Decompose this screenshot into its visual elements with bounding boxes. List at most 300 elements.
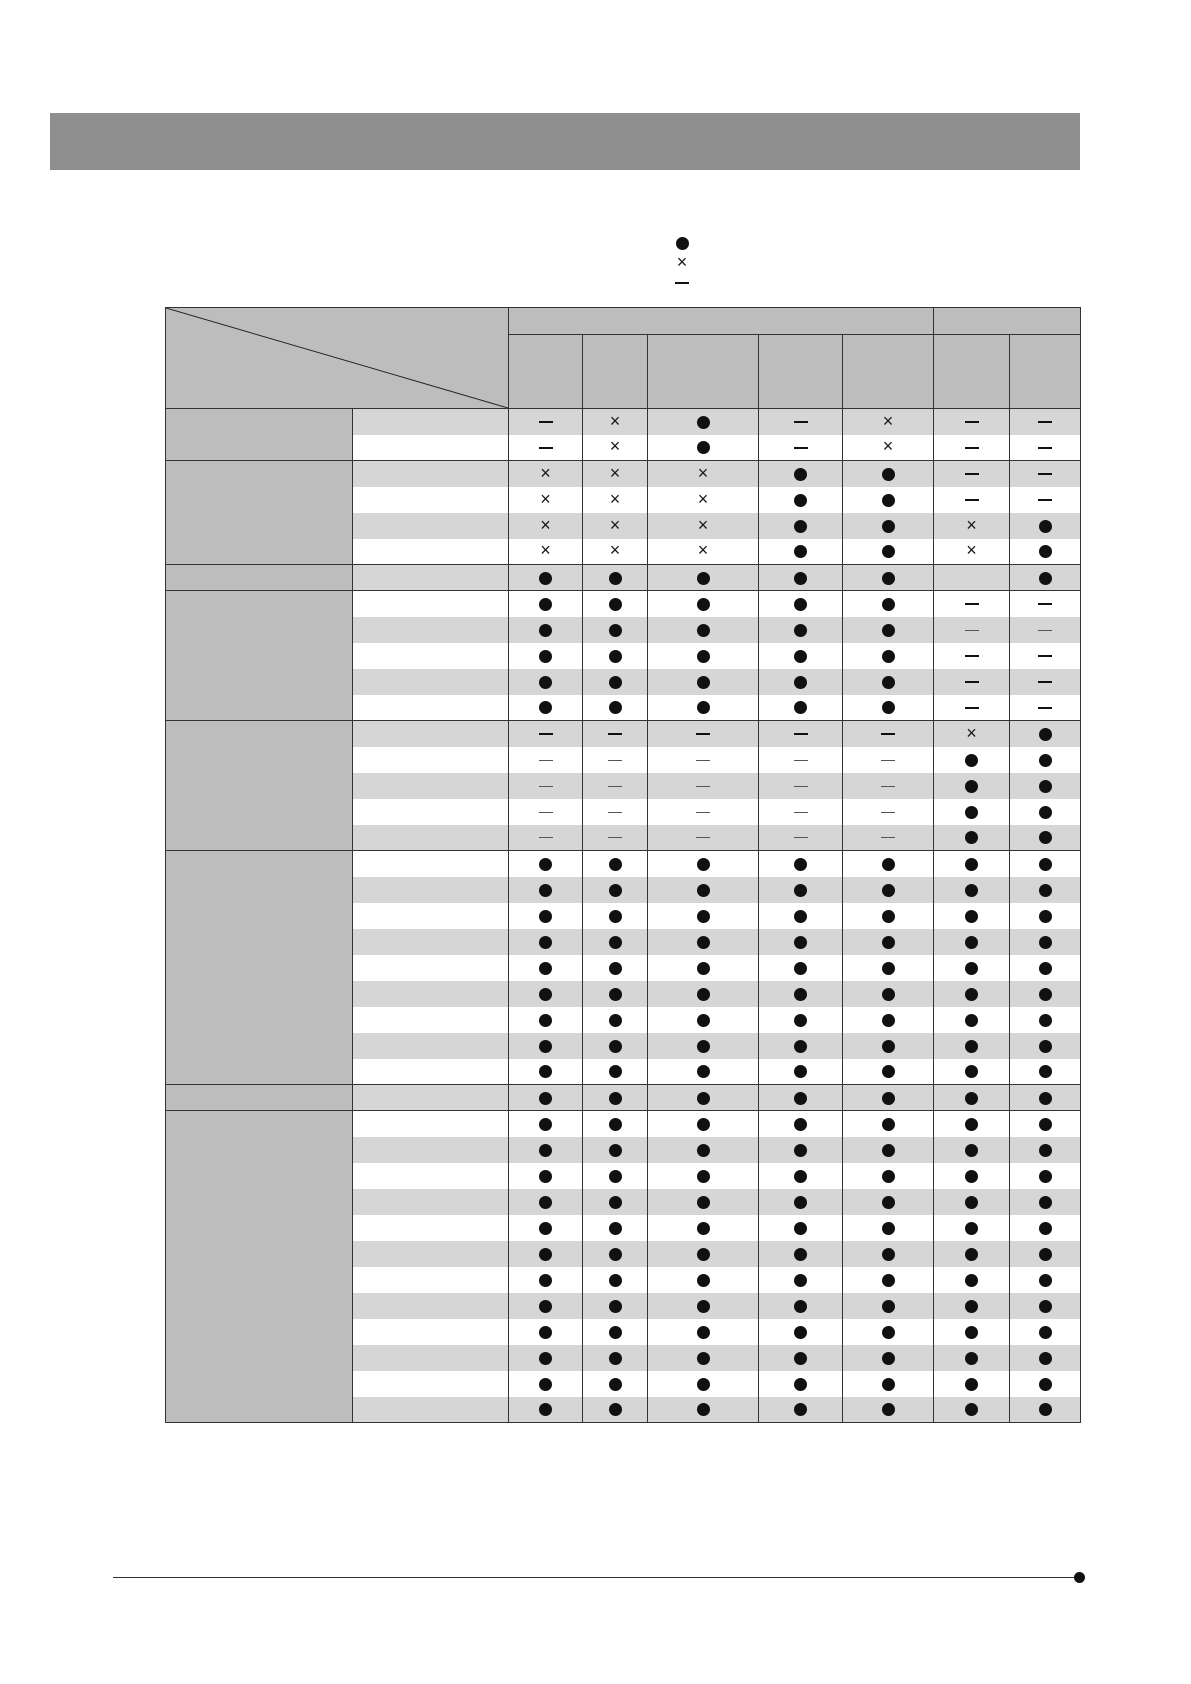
compatibility-cell	[583, 1059, 648, 1085]
filled-circle-icon	[882, 545, 895, 558]
compatibility-cell	[583, 669, 648, 695]
filled-circle-icon	[1039, 1014, 1052, 1027]
compatibility-cell	[843, 487, 934, 513]
compatibility-cell	[509, 1267, 583, 1293]
item-cell	[353, 1085, 509, 1111]
compatibility-cell	[843, 1163, 934, 1189]
table-body	[166, 409, 1081, 1423]
dash-icon	[1038, 707, 1052, 709]
filled-circle-icon	[539, 1040, 552, 1053]
category-cell	[166, 1111, 353, 1423]
filled-circle-icon	[609, 598, 622, 611]
filled-circle-icon	[609, 988, 622, 1001]
compatibility-cell	[934, 1215, 1010, 1241]
dash-icon	[696, 760, 710, 761]
filled-circle-icon	[794, 1118, 807, 1131]
filled-circle-icon	[965, 1300, 978, 1313]
compatibility-cell	[843, 461, 934, 487]
filled-circle-icon	[965, 1144, 978, 1157]
dash-icon	[794, 421, 808, 423]
compatibility-cell	[509, 1293, 583, 1319]
compatibility-cell	[934, 1137, 1010, 1163]
compatibility-cell	[934, 1007, 1010, 1033]
item-cell	[353, 1111, 509, 1137]
cross-icon: ×	[882, 410, 894, 431]
compatibility-cell	[759, 1267, 843, 1293]
cross-icon: ×	[609, 488, 621, 509]
compatibility-cell	[583, 435, 648, 461]
compatibility-cell	[509, 1007, 583, 1033]
compatibility-cell	[1010, 773, 1081, 799]
compatibility-cell	[648, 1059, 759, 1085]
filled-circle-icon	[539, 701, 552, 714]
dash-icon	[1038, 499, 1052, 501]
compatibility-cell	[1010, 1345, 1081, 1371]
compatibility-cell	[1010, 1137, 1081, 1163]
filled-circle-icon	[1039, 1196, 1052, 1209]
item-cell	[353, 825, 509, 851]
compatibility-cell	[759, 1137, 843, 1163]
dash-icon	[696, 733, 710, 735]
compatibility-cell	[509, 903, 583, 929]
filled-circle-icon	[965, 884, 978, 897]
item-cell	[353, 877, 509, 903]
filled-circle-icon	[609, 910, 622, 923]
compatibility-cell	[843, 669, 934, 695]
compatibility-cell	[1010, 799, 1081, 825]
compatibility-cell	[1010, 1371, 1081, 1397]
column-header	[934, 335, 1010, 409]
filled-circle-icon	[965, 1222, 978, 1235]
compatibility-cell	[648, 1241, 759, 1267]
compatibility-cell	[1010, 851, 1081, 877]
item-cell	[353, 1033, 509, 1059]
filled-circle-icon	[882, 572, 895, 585]
compatibility-cell	[934, 1319, 1010, 1345]
compatibility-cell	[934, 721, 1010, 747]
compatibility-cell	[843, 539, 934, 565]
filled-circle-icon	[882, 520, 895, 533]
compatibility-cell	[1010, 435, 1081, 461]
compatibility-cell	[759, 1215, 843, 1241]
filled-circle-icon	[539, 1352, 552, 1365]
filled-circle-icon	[697, 701, 710, 714]
compatibility-cell	[1010, 1163, 1081, 1189]
compatibility-cell	[1010, 981, 1081, 1007]
item-cell	[353, 1189, 509, 1215]
filled-circle-icon	[609, 1144, 622, 1157]
dash-icon	[965, 447, 979, 449]
compatibility-cell	[509, 1371, 583, 1397]
item-cell	[353, 435, 509, 461]
filled-circle-icon	[794, 468, 807, 481]
compatibility-cell	[759, 825, 843, 851]
dash-icon	[696, 812, 710, 813]
compatibility-cell	[509, 1033, 583, 1059]
section-header-bar	[50, 113, 1080, 170]
compatibility-cell	[648, 409, 759, 435]
item-cell	[353, 1319, 509, 1345]
compatibility-cell	[843, 1319, 934, 1345]
dash-icon	[1038, 447, 1052, 449]
compatibility-cell	[509, 669, 583, 695]
filled-circle-icon	[697, 1274, 710, 1287]
filled-circle-icon	[609, 858, 622, 871]
compatibility-cell	[1010, 1189, 1081, 1215]
filled-circle-icon	[1039, 806, 1052, 819]
compatibility-cell	[759, 1319, 843, 1345]
compatibility-cell	[759, 487, 843, 513]
compatibility-cell	[934, 539, 1010, 565]
dash-icon	[608, 837, 622, 838]
compatibility-cell	[509, 799, 583, 825]
item-cell	[353, 1007, 509, 1033]
compatibility-cell	[648, 617, 759, 643]
category-cell	[166, 851, 353, 1085]
table-row	[166, 461, 1081, 487]
compatibility-cell	[934, 773, 1010, 799]
compatibility-cell	[843, 1241, 934, 1267]
compatibility-cell	[934, 1085, 1010, 1111]
corner-diagonal	[166, 308, 508, 408]
compatibility-cell	[843, 851, 934, 877]
compatibility-cell	[1010, 1007, 1081, 1033]
compatibility-cell	[648, 1163, 759, 1189]
compatibility-cell	[648, 903, 759, 929]
compatibility-cell	[648, 643, 759, 669]
compatibility-cell	[843, 1137, 934, 1163]
compatibility-cell	[759, 747, 843, 773]
compatibility-cell	[759, 799, 843, 825]
compatibility-cell	[843, 1397, 934, 1423]
item-cell	[353, 539, 509, 565]
compatibility-cell	[509, 435, 583, 461]
compatibility-cell	[843, 747, 934, 773]
compatibility-cell	[934, 903, 1010, 929]
filled-circle-icon	[697, 1040, 710, 1053]
dash-icon	[1038, 681, 1052, 683]
item-cell	[353, 669, 509, 695]
compatibility-cell	[583, 591, 648, 617]
compatibility-cell	[1010, 461, 1081, 487]
compatibility-cell	[583, 1007, 648, 1033]
compatibility-cell	[843, 513, 934, 539]
compatibility-cell	[843, 1059, 934, 1085]
filled-circle-icon	[965, 962, 978, 975]
item-cell	[353, 773, 509, 799]
compatibility-cell	[583, 1137, 648, 1163]
item-cell	[353, 1215, 509, 1241]
compatibility-cell	[759, 1111, 843, 1137]
filled-circle-icon	[794, 1352, 807, 1365]
cross-icon: ×	[609, 540, 621, 561]
compatibility-cell	[1010, 903, 1081, 929]
compatibility-cell	[843, 1267, 934, 1293]
item-cell	[353, 409, 509, 435]
filled-circle-icon	[965, 1378, 978, 1391]
dash-icon	[1038, 421, 1052, 423]
filled-circle-icon	[794, 1040, 807, 1053]
compatibility-cell	[759, 565, 843, 591]
compatibility-cell	[934, 1345, 1010, 1371]
compatibility-cell	[843, 877, 934, 903]
compatibility-cell	[934, 1189, 1010, 1215]
cross-icon: ×	[676, 252, 688, 272]
filled-circle-icon	[794, 962, 807, 975]
item-cell	[353, 955, 509, 981]
compatibility-cell	[648, 461, 759, 487]
table-corner-header	[166, 308, 509, 409]
compatibility-cell	[509, 825, 583, 851]
compatibility-cell	[1010, 929, 1081, 955]
filled-circle-icon	[609, 936, 622, 949]
filled-circle-icon	[697, 1378, 710, 1391]
filled-circle-icon	[1039, 1040, 1052, 1053]
filled-circle-icon	[539, 1403, 552, 1416]
filled-circle-icon	[1039, 910, 1052, 923]
item-cell	[353, 799, 509, 825]
dash-icon	[881, 760, 895, 761]
compatibility-cell	[509, 721, 583, 747]
dash-icon	[539, 786, 553, 787]
compatibility-cell	[509, 513, 583, 539]
dash-icon	[539, 733, 553, 735]
compatibility-cell	[648, 1293, 759, 1319]
filled-circle-icon	[794, 1196, 807, 1209]
compatibility-cell	[583, 1189, 648, 1215]
filled-circle-icon	[1039, 1170, 1052, 1183]
filled-circle-icon	[539, 962, 552, 975]
compatibility-cell	[583, 1397, 648, 1423]
cross-icon: ×	[966, 540, 977, 561]
filled-circle-icon	[882, 598, 895, 611]
compatibility-cell	[583, 1371, 648, 1397]
compatibility-cell	[843, 617, 934, 643]
compatibility-cell	[934, 487, 1010, 513]
item-cell	[353, 1267, 509, 1293]
compatibility-cell	[843, 643, 934, 669]
compatibility-cell	[509, 487, 583, 513]
filled-circle-icon	[965, 1403, 978, 1416]
compatibility-cell	[759, 513, 843, 539]
filled-circle-icon	[697, 572, 710, 585]
filled-circle-icon	[882, 1222, 895, 1235]
compatibility-cell	[583, 1345, 648, 1371]
compatibility-cell	[648, 435, 759, 461]
filled-circle-icon	[609, 1222, 622, 1235]
filled-circle-icon	[965, 1118, 978, 1131]
compatibility-cell	[583, 1111, 648, 1137]
dash-icon	[965, 421, 979, 423]
filled-circle-icon	[965, 1065, 978, 1078]
compatibility-cell	[934, 513, 1010, 539]
compatibility-cell	[934, 1371, 1010, 1397]
filled-circle-icon	[697, 624, 710, 637]
compatibility-cell	[934, 955, 1010, 981]
filled-circle-icon	[794, 624, 807, 637]
filled-circle-icon	[882, 701, 895, 714]
dash-icon	[794, 786, 808, 787]
compatibility-cell	[583, 955, 648, 981]
filled-circle-icon	[609, 1274, 622, 1287]
filled-circle-icon	[1039, 1222, 1052, 1235]
filled-circle-icon	[1039, 884, 1052, 897]
compatibility-cell	[509, 955, 583, 981]
filled-circle-icon	[1039, 936, 1052, 949]
item-cell	[353, 513, 509, 539]
compatibility-cell	[509, 695, 583, 721]
item-cell	[353, 747, 509, 773]
compatibility-cell	[648, 1033, 759, 1059]
compatibility-cell	[934, 851, 1010, 877]
compatibility-cell	[934, 877, 1010, 903]
filled-circle-icon	[1039, 1118, 1052, 1131]
compatibility-cell	[934, 461, 1010, 487]
compatibility-cell	[1010, 1319, 1081, 1345]
compatibility-cell	[759, 773, 843, 799]
compatibility-cell	[934, 591, 1010, 617]
filled-circle-icon	[794, 988, 807, 1001]
compatibility-cell	[583, 565, 648, 591]
filled-circle-icon	[882, 910, 895, 923]
compatibility-cell	[648, 695, 759, 721]
dash-icon	[539, 421, 553, 423]
filled-circle-icon	[965, 754, 978, 767]
compatibility-cell	[843, 955, 934, 981]
compatibility-cell	[759, 1085, 843, 1111]
compatibility-cell	[1010, 669, 1081, 695]
compatibility-table	[165, 307, 1081, 1423]
compatibility-cell	[1010, 695, 1081, 721]
dash-icon	[1038, 603, 1052, 605]
table-row	[166, 1085, 1081, 1111]
compatibility-cell	[934, 1059, 1010, 1085]
filled-circle-icon	[609, 701, 622, 714]
dash-icon	[881, 786, 895, 787]
filled-circle-icon	[1039, 572, 1052, 585]
compatibility-cell	[509, 539, 583, 565]
filled-circle-icon	[609, 962, 622, 975]
compatibility-cell	[759, 1345, 843, 1371]
compatibility-cell	[583, 1293, 648, 1319]
filled-circle-icon	[882, 676, 895, 689]
filled-circle-icon	[965, 1274, 978, 1287]
compatibility-cell	[509, 1215, 583, 1241]
dash-icon	[539, 447, 553, 449]
compatibility-cell	[759, 903, 843, 929]
compatibility-cell	[509, 409, 583, 435]
filled-circle-icon	[539, 1222, 552, 1235]
compatibility-cell	[1010, 721, 1081, 747]
compatibility-cell	[759, 1163, 843, 1189]
filled-circle-icon	[697, 416, 710, 429]
column-header	[1010, 335, 1081, 409]
filled-circle-icon	[965, 780, 978, 793]
cross-icon: ×	[697, 488, 709, 509]
filled-circle-icon	[882, 884, 895, 897]
compatibility-cell	[1010, 617, 1081, 643]
filled-circle-icon	[697, 936, 710, 949]
compatibility-cell	[648, 773, 759, 799]
compatibility-cell	[1010, 825, 1081, 851]
filled-circle-icon	[965, 1326, 978, 1339]
dash-icon	[965, 499, 979, 501]
filled-circle-icon	[794, 520, 807, 533]
compatibility-cell	[843, 1007, 934, 1033]
compatibility-cell	[648, 825, 759, 851]
filled-circle-icon	[794, 1274, 807, 1287]
compatibility-cell	[583, 513, 648, 539]
filled-circle-icon	[539, 1092, 552, 1105]
compatibility-cell	[1010, 1397, 1081, 1423]
column-header	[583, 335, 648, 409]
filled-circle-icon	[882, 1118, 895, 1131]
compatibility-cell	[583, 1215, 648, 1241]
compatibility-cell	[648, 1007, 759, 1033]
filled-circle-icon	[1039, 1092, 1052, 1105]
filled-circle-icon	[882, 1040, 895, 1053]
filled-circle-icon	[965, 831, 978, 844]
filled-circle-icon	[1039, 1144, 1052, 1157]
compatibility-cell	[509, 461, 583, 487]
filled-circle-icon	[609, 650, 622, 663]
filled-circle-icon	[697, 988, 710, 1001]
filled-circle-icon	[1039, 780, 1052, 793]
compatibility-cell	[843, 981, 934, 1007]
cross-icon: ×	[609, 436, 621, 457]
filled-circle-icon	[1039, 1248, 1052, 1261]
compatibility-cell	[648, 539, 759, 565]
filled-circle-icon	[882, 468, 895, 481]
filled-circle-icon	[1039, 545, 1052, 558]
compatibility-cell	[843, 695, 934, 721]
filled-circle-icon	[794, 701, 807, 714]
item-cell	[353, 1345, 509, 1371]
cross-icon: ×	[540, 514, 551, 535]
item-cell	[353, 981, 509, 1007]
filled-circle-icon	[965, 1170, 978, 1183]
filled-circle-icon	[697, 1014, 710, 1027]
compatibility-cell	[583, 1033, 648, 1059]
filled-circle-icon	[697, 910, 710, 923]
compatibility-cell	[509, 643, 583, 669]
compatibility-cell	[1010, 1085, 1081, 1111]
compatibility-cell	[759, 1371, 843, 1397]
filled-circle-icon	[539, 1248, 552, 1261]
filled-circle-icon	[965, 1092, 978, 1105]
compatibility-cell	[759, 435, 843, 461]
item-cell	[353, 851, 509, 877]
compatibility-cell	[583, 799, 648, 825]
compatibility-cell	[648, 747, 759, 773]
table-row	[166, 721, 1081, 747]
compatibility-cell	[583, 1319, 648, 1345]
compatibility-cell	[583, 981, 648, 1007]
compatibility-cell	[759, 461, 843, 487]
compatibility-cell	[648, 1111, 759, 1137]
compatibility-cell	[583, 825, 648, 851]
filled-circle-icon	[697, 1118, 710, 1131]
filled-circle-icon	[539, 1326, 552, 1339]
compatibility-cell	[509, 617, 583, 643]
compatibility-cell	[759, 955, 843, 981]
filled-circle-icon	[609, 1352, 622, 1365]
item-cell	[353, 721, 509, 747]
item-cell	[353, 565, 509, 591]
compatibility-cell	[1010, 1215, 1081, 1241]
filled-circle-icon	[965, 1352, 978, 1365]
column-group-header	[934, 308, 1081, 335]
